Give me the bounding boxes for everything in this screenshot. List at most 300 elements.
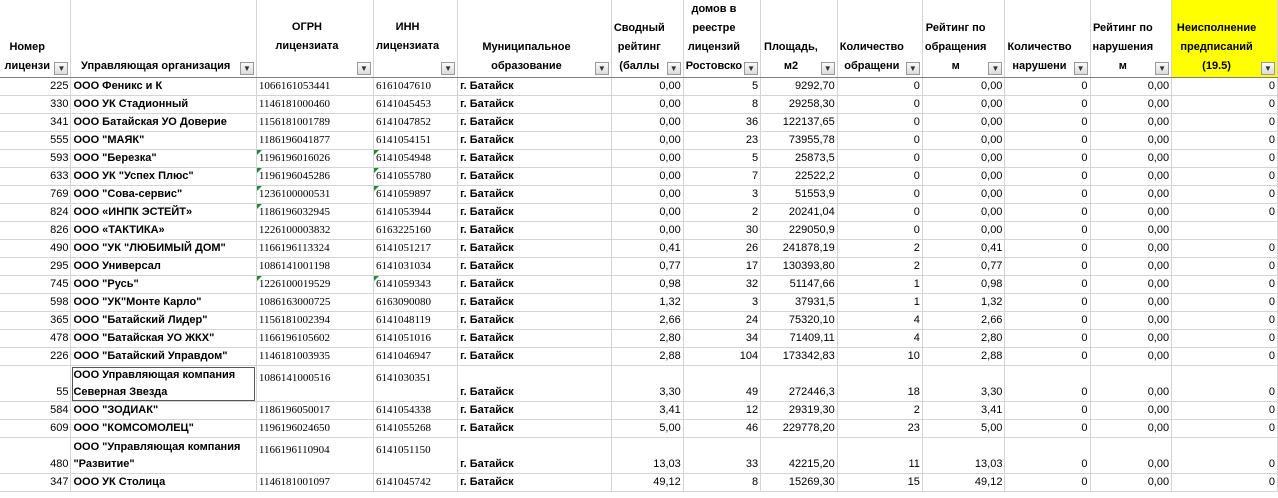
inn-cell[interactable]: 6141048119	[374, 312, 458, 330]
inn-cell[interactable]: 6141054948	[374, 150, 458, 168]
nonexecution-cell[interactable]: 0	[1172, 258, 1278, 276]
houses-cell[interactable]: 5	[683, 78, 760, 96]
area-cell[interactable]: 15269,30	[761, 474, 838, 492]
area-cell[interactable]: 73955,78	[761, 132, 838, 150]
table-row[interactable]	[0, 330, 1278, 348]
organization-cell[interactable]: ООО Универсал	[71, 258, 256, 276]
municipality-cell[interactable]: г. Батайск	[458, 78, 612, 96]
ogrn-cell[interactable]: 1226100019529	[256, 276, 373, 294]
area-cell[interactable]: 22522,2	[761, 168, 838, 186]
inn-cell[interactable]: 6141054338	[374, 402, 458, 420]
ogrn-cell[interactable]: 1146181003935	[256, 348, 373, 366]
violations-rating-cell[interactable]: 0,00	[1090, 294, 1172, 312]
houses-cell[interactable]: 12	[683, 402, 760, 420]
summary-rating-cell[interactable]: 0,77	[611, 258, 683, 276]
table-row[interactable]	[0, 294, 1278, 312]
appeals-count-cell[interactable]: 0	[837, 204, 922, 222]
violations-rating-cell[interactable]: 0,00	[1090, 276, 1172, 294]
license-number-cell[interactable]: 609	[0, 420, 71, 438]
appeals-count-cell[interactable]: 0	[837, 186, 922, 204]
municipality-cell[interactable]: г. Батайск	[458, 222, 612, 240]
appeals-count-cell[interactable]: 2	[837, 258, 922, 276]
inn-cell[interactable]: 6141051217	[374, 240, 458, 258]
license-number-cell[interactable]: 584	[0, 402, 71, 420]
area-cell[interactable]: 173342,83	[761, 348, 838, 366]
violations-count-cell[interactable]: 0	[1005, 276, 1090, 294]
inn-cell[interactable]: 6163225160	[374, 222, 458, 240]
filter-dropdown-icon[interactable]: ▼	[54, 62, 68, 75]
organization-cell[interactable]: ООО "Управляющая компания "Развитие"	[71, 438, 256, 474]
organization-cell[interactable]: ООО "УК"Монте Карло"	[71, 294, 256, 312]
summary-rating-cell[interactable]: 0,00	[611, 96, 683, 114]
summary-rating-cell[interactable]: 49,12	[611, 474, 683, 492]
nonexecution-cell[interactable]: 0	[1172, 402, 1278, 420]
inn-cell[interactable]: 6141046947	[374, 348, 458, 366]
nonexecution-cell[interactable]: 0	[1172, 366, 1278, 402]
inn-cell[interactable]: 6141053944	[374, 204, 458, 222]
appeals-count-cell[interactable]: 2	[837, 402, 922, 420]
license-number-cell[interactable]: 745	[0, 276, 71, 294]
organization-cell[interactable]: ООО «ИНПК ЭСТЕЙТ»	[71, 204, 256, 222]
violations-rating-cell[interactable]: 0,00	[1090, 366, 1172, 402]
violations-count-cell[interactable]: 0	[1005, 114, 1090, 132]
filter-dropdown-icon[interactable]: ▼	[1074, 62, 1088, 75]
license-number-cell[interactable]: 225	[0, 78, 71, 96]
nonexecution-cell[interactable]: 0	[1172, 168, 1278, 186]
organization-cell[interactable]: ООО УК "Успех Плюс"	[71, 168, 256, 186]
appeals-rating-cell[interactable]: 0,00	[922, 78, 1005, 96]
violations-rating-cell[interactable]: 0,00	[1090, 114, 1172, 132]
houses-cell[interactable]: 36	[683, 114, 760, 132]
violations-count-cell[interactable]: 0	[1005, 348, 1090, 366]
area-cell[interactable]: 229778,20	[761, 420, 838, 438]
nonexecution-cell[interactable]: 0	[1172, 114, 1278, 132]
municipality-cell[interactable]: г. Батайск	[458, 474, 612, 492]
summary-rating-cell[interactable]: 13,03	[611, 438, 683, 474]
organization-cell[interactable]: ООО Управляющая компания Северная Звезда	[71, 366, 256, 402]
license-number-cell[interactable]: 330	[0, 96, 71, 114]
violations-rating-cell[interactable]: 0,00	[1090, 438, 1172, 474]
appeals-rating-cell[interactable]: 0,41	[922, 240, 1005, 258]
table-row[interactable]	[0, 204, 1278, 222]
municipality-cell[interactable]: г. Батайск	[458, 420, 612, 438]
license-number-cell[interactable]: 598	[0, 294, 71, 312]
table-row[interactable]	[0, 132, 1278, 150]
ogrn-cell[interactable]: 1196196024650	[256, 420, 373, 438]
license-number-cell[interactable]: 490	[0, 240, 71, 258]
appeals-count-cell[interactable]: 18	[837, 366, 922, 402]
appeals-rating-cell[interactable]: 0,77	[922, 258, 1005, 276]
violations-count-cell[interactable]: 0	[1005, 420, 1090, 438]
organization-cell[interactable]: ООО "УК "ЛЮБИМЫЙ ДОМ"	[71, 240, 256, 258]
municipality-cell[interactable]: г. Батайск	[458, 258, 612, 276]
nonexecution-cell[interactable]: 0	[1172, 150, 1278, 168]
houses-cell[interactable]: 24	[683, 312, 760, 330]
table-row[interactable]	[0, 420, 1278, 438]
nonexecution-cell[interactable]: 0	[1172, 132, 1278, 150]
inn-cell[interactable]: 6163090080	[374, 294, 458, 312]
appeals-rating-cell[interactable]: 49,12	[922, 474, 1005, 492]
houses-cell[interactable]: 8	[683, 96, 760, 114]
ogrn-cell[interactable]: 1156181002394	[256, 312, 373, 330]
appeals-rating-cell[interactable]: 0,98	[922, 276, 1005, 294]
inn-cell[interactable]: 6141055268	[374, 420, 458, 438]
ogrn-cell[interactable]: 1146181000460	[256, 96, 373, 114]
table-row[interactable]	[0, 186, 1278, 204]
summary-rating-cell[interactable]: 0,00	[611, 78, 683, 96]
inn-cell[interactable]: 6161047610	[374, 78, 458, 96]
nonexecution-cell[interactable]: 0	[1172, 420, 1278, 438]
ogrn-cell[interactable]: 1226100003832	[256, 222, 373, 240]
ogrn-cell[interactable]: 1156181001789	[256, 114, 373, 132]
appeals-rating-cell[interactable]: 2,66	[922, 312, 1005, 330]
appeals-rating-cell[interactable]: 2,88	[922, 348, 1005, 366]
area-cell[interactable]: 75320,10	[761, 312, 838, 330]
filter-dropdown-icon[interactable]: ▼	[357, 62, 371, 75]
area-cell[interactable]: 20241,04	[761, 204, 838, 222]
appeals-rating-cell[interactable]: 0,00	[922, 114, 1005, 132]
license-number-cell[interactable]: 55	[0, 366, 71, 402]
summary-rating-cell[interactable]: 0,00	[611, 222, 683, 240]
table-row[interactable]	[0, 114, 1278, 132]
houses-cell[interactable]: 23	[683, 132, 760, 150]
license-number-cell[interactable]: 824	[0, 204, 71, 222]
area-cell[interactable]: 122137,65	[761, 114, 838, 132]
summary-rating-cell[interactable]: 0,00	[611, 150, 683, 168]
municipality-cell[interactable]: г. Батайск	[458, 186, 612, 204]
houses-cell[interactable]: 2	[683, 204, 760, 222]
ogrn-cell[interactable]: 1146181001097	[256, 474, 373, 492]
filter-dropdown-icon[interactable]: ▼	[821, 62, 835, 75]
appeals-count-cell[interactable]: 0	[837, 114, 922, 132]
ogrn-cell[interactable]: 1236100000531	[256, 186, 373, 204]
area-cell[interactable]: 241878,19	[761, 240, 838, 258]
violations-count-cell[interactable]: 0	[1005, 186, 1090, 204]
summary-rating-cell[interactable]: 5,00	[611, 420, 683, 438]
organization-cell[interactable]: ООО УК Стадионный	[71, 96, 256, 114]
inn-cell[interactable]: 6141051150	[374, 438, 458, 474]
filter-dropdown-icon[interactable]: ▼	[1155, 62, 1169, 75]
violations-count-cell[interactable]: 0	[1005, 330, 1090, 348]
houses-cell[interactable]: 17	[683, 258, 760, 276]
municipality-cell[interactable]: г. Батайск	[458, 438, 612, 474]
houses-cell[interactable]: 5	[683, 150, 760, 168]
municipality-cell[interactable]: г. Батайск	[458, 330, 612, 348]
appeals-rating-cell[interactable]: 5,00	[922, 420, 1005, 438]
violations-rating-cell[interactable]: 0,00	[1090, 312, 1172, 330]
violations-rating-cell[interactable]: 0,00	[1090, 204, 1172, 222]
houses-cell[interactable]: 3	[683, 186, 760, 204]
violations-count-cell[interactable]: 0	[1005, 366, 1090, 402]
violations-rating-cell[interactable]: 0,00	[1090, 186, 1172, 204]
table-row[interactable]	[0, 150, 1278, 168]
violations-count-cell[interactable]: 0	[1005, 132, 1090, 150]
summary-rating-cell[interactable]: 2,88	[611, 348, 683, 366]
license-number-cell[interactable]: 480	[0, 438, 71, 474]
violations-rating-cell[interactable]: 0,00	[1090, 348, 1172, 366]
appeals-count-cell[interactable]: 1	[837, 276, 922, 294]
license-number-cell[interactable]: 341	[0, 114, 71, 132]
violations-rating-cell[interactable]: 0,00	[1090, 150, 1172, 168]
table-row[interactable]	[0, 348, 1278, 366]
ogrn-cell[interactable]: 1196196045286	[256, 168, 373, 186]
violations-count-cell[interactable]: 0	[1005, 258, 1090, 276]
table-row[interactable]	[0, 78, 1278, 96]
houses-cell[interactable]: 7	[683, 168, 760, 186]
houses-cell[interactable]: 34	[683, 330, 760, 348]
appeals-rating-cell[interactable]: 0,00	[922, 204, 1005, 222]
area-cell[interactable]: 51147,66	[761, 276, 838, 294]
appeals-count-cell[interactable]: 23	[837, 420, 922, 438]
municipality-cell[interactable]: г. Батайск	[458, 150, 612, 168]
inn-cell[interactable]: 6141051016	[374, 330, 458, 348]
license-number-cell[interactable]: 226	[0, 348, 71, 366]
organization-cell[interactable]: ООО "Батайский Управдом"	[71, 348, 256, 366]
summary-rating-cell[interactable]: 2,80	[611, 330, 683, 348]
table-row[interactable]	[0, 474, 1278, 492]
violations-count-cell[interactable]: 0	[1005, 240, 1090, 258]
table-row[interactable]	[0, 240, 1278, 258]
license-number-cell[interactable]: 769	[0, 186, 71, 204]
ogrn-cell[interactable]: 1086163000725	[256, 294, 373, 312]
violations-rating-cell[interactable]: 0,00	[1090, 240, 1172, 258]
nonexecution-cell[interactable]: 0	[1172, 330, 1278, 348]
appeals-count-cell[interactable]: 0	[837, 150, 922, 168]
ogrn-cell[interactable]: 1196196016026	[256, 150, 373, 168]
license-number-cell[interactable]: 347	[0, 474, 71, 492]
violations-rating-cell[interactable]: 0,00	[1090, 474, 1172, 492]
license-number-cell[interactable]: 633	[0, 168, 71, 186]
appeals-count-cell[interactable]: 2	[837, 240, 922, 258]
appeals-rating-cell[interactable]: 0,00	[922, 222, 1005, 240]
license-number-cell[interactable]: 593	[0, 150, 71, 168]
houses-cell[interactable]: 46	[683, 420, 760, 438]
ogrn-cell[interactable]: 1086141000516	[256, 366, 373, 402]
ogrn-cell[interactable]: 1166196113324	[256, 240, 373, 258]
filter-dropdown-icon[interactable]: ▼	[595, 62, 609, 75]
violations-count-cell[interactable]: 0	[1005, 150, 1090, 168]
appeals-count-cell[interactable]: 0	[837, 168, 922, 186]
summary-rating-cell[interactable]: 0,41	[611, 240, 683, 258]
nonexecution-cell[interactable]: 0	[1172, 186, 1278, 204]
municipality-cell[interactable]: г. Батайск	[458, 402, 612, 420]
summary-rating-cell[interactable]: 0,00	[611, 204, 683, 222]
organization-cell[interactable]: ООО "Батайский Лидер"	[71, 312, 256, 330]
appeals-count-cell[interactable]: 1	[837, 294, 922, 312]
filter-dropdown-icon[interactable]: ▼	[1261, 62, 1275, 75]
appeals-rating-cell[interactable]: 2,80	[922, 330, 1005, 348]
houses-cell[interactable]: 49	[683, 366, 760, 402]
filter-dropdown-icon[interactable]: ▼	[906, 62, 920, 75]
ogrn-cell[interactable]: 1186196032945	[256, 204, 373, 222]
appeals-count-cell[interactable]: 4	[837, 312, 922, 330]
table-row[interactable]	[0, 312, 1278, 330]
summary-rating-cell[interactable]: 1,32	[611, 294, 683, 312]
violations-count-cell[interactable]: 0	[1005, 402, 1090, 420]
organization-cell[interactable]: ООО "ЗОДИАК"	[71, 402, 256, 420]
ogrn-cell[interactable]: 1186196041877	[256, 132, 373, 150]
organization-cell[interactable]: ООО УК Столица	[71, 474, 256, 492]
organization-cell[interactable]: ООО "Батайская УО ЖКХ"	[71, 330, 256, 348]
violations-rating-cell[interactable]: 0,00	[1090, 78, 1172, 96]
area-cell[interactable]: 25873,5	[761, 150, 838, 168]
appeals-count-cell[interactable]: 15	[837, 474, 922, 492]
municipality-cell[interactable]: г. Батайск	[458, 114, 612, 132]
filter-dropdown-icon[interactable]: ▼	[441, 62, 455, 75]
nonexecution-cell[interactable]: 0	[1172, 312, 1278, 330]
table-row[interactable]	[0, 438, 1278, 474]
ogrn-cell[interactable]: 1166196105602	[256, 330, 373, 348]
organization-cell[interactable]: ООО Батайская УО Доверие	[71, 114, 256, 132]
nonexecution-cell[interactable]: 0	[1172, 438, 1278, 474]
violations-rating-cell[interactable]: 0,00	[1090, 96, 1172, 114]
nonexecution-cell[interactable]: 0	[1172, 348, 1278, 366]
table-row[interactable]	[0, 258, 1278, 276]
table-row[interactable]	[0, 366, 1278, 402]
inn-cell[interactable]: 6141045742	[374, 474, 458, 492]
violations-count-cell[interactable]: 0	[1005, 78, 1090, 96]
violations-count-cell[interactable]: 0	[1005, 222, 1090, 240]
nonexecution-cell[interactable]	[1172, 222, 1278, 240]
violations-count-cell[interactable]: 0	[1005, 438, 1090, 474]
appeals-count-cell[interactable]: 10	[837, 348, 922, 366]
table-row[interactable]	[0, 96, 1278, 114]
ogrn-cell[interactable]: 1186196050017	[256, 402, 373, 420]
violations-rating-cell[interactable]: 0,00	[1090, 420, 1172, 438]
organization-cell[interactable]: ООО "КОМСОМОЛЕЦ"	[71, 420, 256, 438]
violations-rating-cell[interactable]: 0,00	[1090, 330, 1172, 348]
violations-rating-cell[interactable]: 0,00	[1090, 132, 1172, 150]
summary-rating-cell[interactable]: 0,00	[611, 114, 683, 132]
appeals-count-cell[interactable]: 4	[837, 330, 922, 348]
organization-cell[interactable]: ООО "Русь"	[71, 276, 256, 294]
filter-dropdown-icon[interactable]: ▼	[988, 62, 1002, 75]
municipality-cell[interactable]: г. Батайск	[458, 294, 612, 312]
license-number-cell[interactable]: 555	[0, 132, 71, 150]
filter-dropdown-icon[interactable]: ▼	[744, 62, 758, 75]
municipality-cell[interactable]: г. Батайск	[458, 348, 612, 366]
table-row[interactable]	[0, 276, 1278, 294]
license-number-cell[interactable]: 826	[0, 222, 71, 240]
inn-cell[interactable]: 6141059897	[374, 186, 458, 204]
appeals-count-cell[interactable]: 0	[837, 132, 922, 150]
area-cell[interactable]: 37931,5	[761, 294, 838, 312]
appeals-count-cell[interactable]: 0	[837, 78, 922, 96]
area-cell[interactable]: 130393,80	[761, 258, 838, 276]
table-row[interactable]	[0, 222, 1278, 240]
appeals-rating-cell[interactable]: 0,00	[922, 150, 1005, 168]
area-cell[interactable]: 272446,3	[761, 366, 838, 402]
table-row[interactable]	[0, 168, 1278, 186]
houses-cell[interactable]: 8	[683, 474, 760, 492]
ogrn-cell[interactable]: 1066161053441	[256, 78, 373, 96]
nonexecution-cell[interactable]: 0	[1172, 474, 1278, 492]
summary-rating-cell[interactable]: 0,00	[611, 186, 683, 204]
license-number-cell[interactable]: 365	[0, 312, 71, 330]
license-number-cell[interactable]: 295	[0, 258, 71, 276]
appeals-rating-cell[interactable]: 13,03	[922, 438, 1005, 474]
summary-rating-cell[interactable]: 3,41	[611, 402, 683, 420]
municipality-cell[interactable]: г. Батайск	[458, 240, 612, 258]
inn-cell[interactable]: 6141030351	[374, 366, 458, 402]
inn-cell[interactable]: 6141054151	[374, 132, 458, 150]
municipality-cell[interactable]: г. Батайск	[458, 168, 612, 186]
violations-count-cell[interactable]: 0	[1005, 474, 1090, 492]
municipality-cell[interactable]: г. Батайск	[458, 276, 612, 294]
ogrn-cell[interactable]: 1166196110904	[256, 438, 373, 474]
ogrn-cell[interactable]: 1086141001198	[256, 258, 373, 276]
filter-dropdown-icon[interactable]: ▼	[667, 62, 681, 75]
table-row[interactable]	[0, 402, 1278, 420]
inn-cell[interactable]: 6141031034	[374, 258, 458, 276]
inn-cell[interactable]: 6141045453	[374, 96, 458, 114]
violations-count-cell[interactable]: 0	[1005, 168, 1090, 186]
nonexecution-cell[interactable]: 0	[1172, 96, 1278, 114]
violations-count-cell[interactable]: 0	[1005, 204, 1090, 222]
area-cell[interactable]: 9292,70	[761, 78, 838, 96]
organization-cell[interactable]: ООО "Сова-сервис"	[71, 186, 256, 204]
appeals-count-cell[interactable]: 0	[837, 96, 922, 114]
area-cell[interactable]: 42215,20	[761, 438, 838, 474]
area-cell[interactable]: 29258,30	[761, 96, 838, 114]
violations-rating-cell[interactable]: 0,00	[1090, 222, 1172, 240]
license-number-cell[interactable]: 478	[0, 330, 71, 348]
area-cell[interactable]: 29319,30	[761, 402, 838, 420]
organization-cell[interactable]: ООО "МАЯК"	[71, 132, 256, 150]
summary-rating-cell[interactable]: 3,30	[611, 366, 683, 402]
inn-cell[interactable]: 6141059343	[374, 276, 458, 294]
appeals-count-cell[interactable]: 11	[837, 438, 922, 474]
houses-cell[interactable]: 30	[683, 222, 760, 240]
violations-rating-cell[interactable]: 0,00	[1090, 168, 1172, 186]
violations-count-cell[interactable]: 0	[1005, 312, 1090, 330]
appeals-rating-cell[interactable]: 1,32	[922, 294, 1005, 312]
appeals-count-cell[interactable]: 0	[837, 222, 922, 240]
violations-rating-cell[interactable]: 0,00	[1090, 402, 1172, 420]
houses-cell[interactable]: 33	[683, 438, 760, 474]
houses-cell[interactable]: 26	[683, 240, 760, 258]
area-cell[interactable]: 51553,9	[761, 186, 838, 204]
appeals-rating-cell[interactable]: 0,00	[922, 96, 1005, 114]
violations-count-cell[interactable]: 0	[1005, 294, 1090, 312]
municipality-cell[interactable]: г. Батайск	[458, 366, 612, 402]
municipality-cell[interactable]: г. Батайск	[458, 204, 612, 222]
appeals-rating-cell[interactable]: 0,00	[922, 168, 1005, 186]
filter-dropdown-icon[interactable]: ▼	[240, 62, 254, 75]
summary-rating-cell[interactable]: 0,98	[611, 276, 683, 294]
appeals-rating-cell[interactable]: 0,00	[922, 186, 1005, 204]
inn-cell[interactable]: 6141047852	[374, 114, 458, 132]
summary-rating-cell[interactable]: 0,00	[611, 168, 683, 186]
organization-cell[interactable]: ООО «ТАКТИКА»	[71, 222, 256, 240]
nonexecution-cell[interactable]: 0	[1172, 240, 1278, 258]
inn-cell[interactable]: 6141055780	[374, 168, 458, 186]
summary-rating-cell[interactable]: 0,00	[611, 132, 683, 150]
municipality-cell[interactable]: г. Батайск	[458, 96, 612, 114]
area-cell[interactable]: 229050,9	[761, 222, 838, 240]
nonexecution-cell[interactable]: 0	[1172, 204, 1278, 222]
houses-cell[interactable]: 32	[683, 276, 760, 294]
organization-cell[interactable]: ООО "Березка"	[71, 150, 256, 168]
houses-cell[interactable]: 3	[683, 294, 760, 312]
appeals-rating-cell[interactable]: 3,41	[922, 402, 1005, 420]
violations-count-cell[interactable]: 0	[1005, 96, 1090, 114]
organization-cell[interactable]: ООО Феникс и К	[71, 78, 256, 96]
summary-rating-cell[interactable]: 2,66	[611, 312, 683, 330]
houses-cell[interactable]: 104	[683, 348, 760, 366]
violations-rating-cell[interactable]: 0,00	[1090, 258, 1172, 276]
nonexecution-cell[interactable]: 0	[1172, 276, 1278, 294]
